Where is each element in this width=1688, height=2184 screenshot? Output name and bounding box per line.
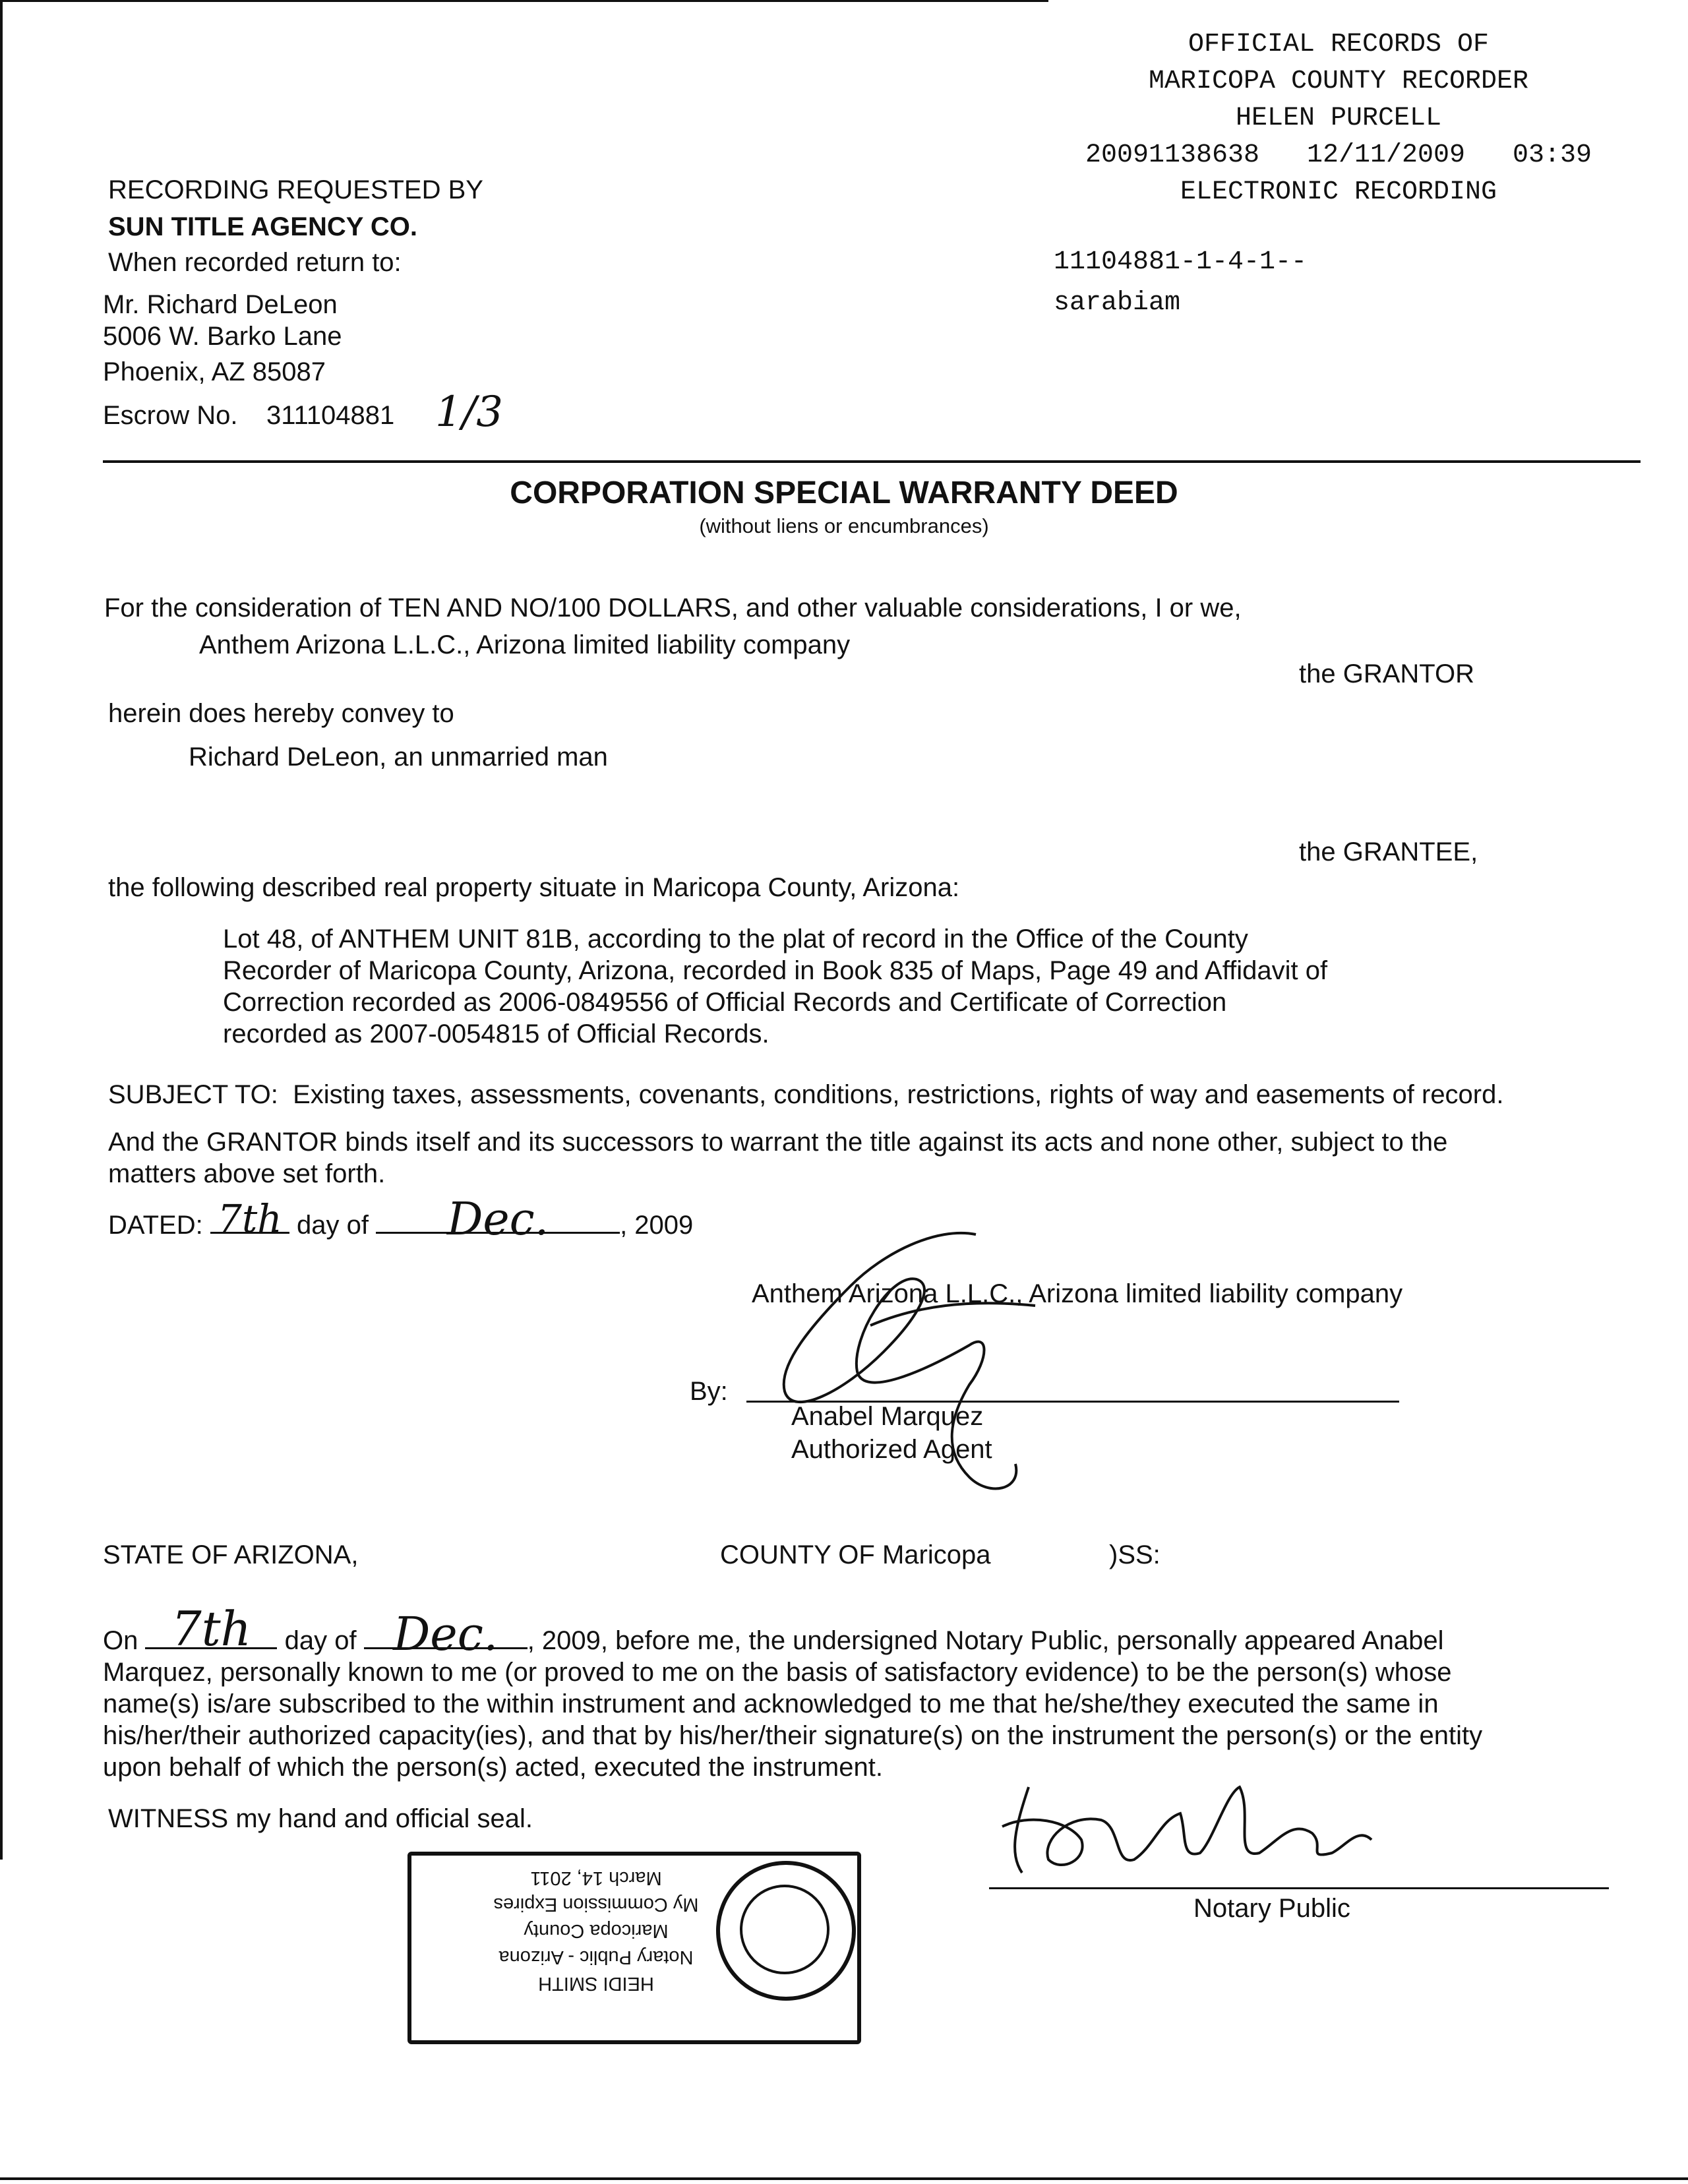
consideration-text: For the consideration of TEN AND NO/100 DOLLARS, and other valuable considerations, I or we,: [104, 593, 1242, 622]
notary-public-label: Notary Public: [1193, 1894, 1350, 1923]
notary-day-handwritten: 7th: [171, 1601, 252, 1656]
dated-day-blank: [210, 1196, 289, 1241]
grantee-label: the GRANTEE,: [1299, 837, 1478, 866]
official-records-line: OFFICIAL RECORDS OF: [1188, 30, 1490, 59]
dated-month-blank: [376, 1194, 620, 1246]
notary-on-label: On: [103, 1626, 138, 1655]
notary-stamp-text: [458, 1865, 735, 1997]
document-subtitle: (without liens or encumbrances): [699, 514, 989, 537]
notary-ss: )SS:: [1109, 1540, 1160, 1569]
notary-state: STATE OF ARIZONA,: [103, 1540, 359, 1569]
notary-day-blank: [145, 1601, 277, 1656]
notary-acknowledgment: [103, 1656, 1482, 1783]
return-address-2: Phoenix, AZ 85087: [103, 357, 326, 386]
notary-text-line: name(s) is/are subscribed to the within instrument and acknowledged to me that he/she/they executed the same in: [103, 1689, 1439, 1718]
legal-description: [223, 923, 1327, 1050]
legal-description-line: recorded as 2007-0054815 of Official Records.: [223, 1019, 769, 1048]
notary-text-line: Marquez, personally known to me (or proved to me on the basis of satisfactory evidence) to be the person(s) whose: [103, 1658, 1452, 1687]
recording-requested-label: RECORDING REQUESTED BY: [108, 175, 483, 204]
dated-year: , 2009: [620, 1211, 694, 1240]
notary-signature: [989, 1774, 1398, 1886]
notary-month-blank: [364, 1607, 528, 1661]
official-records-line: HELEN PURCELL: [1235, 104, 1442, 133]
notary-day-of: day of: [284, 1626, 357, 1655]
header-divider: [103, 460, 1641, 463]
record-clerk: sarabiam: [1054, 288, 1181, 318]
signing-company: Anthem Arizona L.L.C., Arizona limited liability company: [752, 1279, 1403, 1308]
stamp-line: Maricopa County: [524, 1920, 669, 1941]
dated-day-of: day of: [296, 1211, 369, 1240]
official-records-block: [1029, 26, 1648, 211]
bottom-border-line: [0, 2177, 1688, 2180]
warrant-text-line-1: And the GRANTOR binds itself and its successors to warrant the title against its acts and none other, subject to the: [108, 1128, 1448, 1157]
stamp-line: Notary Public - Arizona: [498, 1947, 694, 1968]
dated-day-handwritten: 7th: [218, 1196, 282, 1241]
agency-name: SUN TITLE AGENCY CO.: [108, 212, 417, 241]
left-border-line: [0, 0, 3, 1860]
notary-line1-rest: , 2009, before me, the undersigned Notary Public, personally appeared Anabel: [527, 1626, 1444, 1655]
recording-number-line: 20091138638 12/11/2009 03:39: [1085, 140, 1592, 170]
legal-description-line: Recorder of Maricopa County, Arizona, recorded in Book 835 of Maps, Page 49 and Affidavit of: [223, 956, 1328, 985]
state-seal-icon: [716, 1861, 856, 2001]
dated-month-handwritten: Dec.: [446, 1194, 549, 1246]
notary-date-line: [103, 1601, 1444, 1661]
legal-description-line: Lot 48, of ANTHEM UNIT 81B, according to the plat of record in the Office of the County: [223, 925, 1248, 954]
notary-month-handwritten: Dec.: [393, 1607, 498, 1661]
subject-to-text: SUBJECT TO: Existing taxes, assessments, covenants, conditions, restrictions, rights of way and easements of record.: [108, 1080, 1504, 1109]
property-intro: the following described real property situate in Maricopa County, Arizona:: [108, 873, 960, 902]
witness-text: WITNESS my hand and official seal.: [108, 1804, 533, 1833]
escrow-label: Escrow No.: [103, 401, 238, 430]
grantor-label: the GRANTOR: [1299, 659, 1474, 688]
return-name: Mr. Richard DeLeon: [103, 290, 338, 319]
notary-text-line: his/her/their authorized capacity(ies), and that by his/her/their signature(s) on the instrument the person(s) or the entity: [103, 1721, 1483, 1750]
stamp-line: My Commission Expires: [493, 1894, 699, 1915]
top-border-line: [0, 0, 1048, 2]
return-address-1: 5006 W. Barko Lane: [103, 322, 342, 351]
document-title: CORPORATION SPECIAL WARRANTY DEED: [510, 475, 1178, 510]
stamp-line: HEIDI SMITH: [538, 1973, 654, 1994]
notary-signature-line: [989, 1887, 1609, 1889]
legal-description-line: Correction recorded as 2006-0849556 of Official Records and Certificate of Correction: [223, 988, 1227, 1017]
escrow-number: 311104881: [266, 401, 395, 430]
notary-county: COUNTY OF Maricopa: [720, 1540, 991, 1569]
warrant-text-line-2: matters above set forth.: [108, 1159, 386, 1188]
escrow-handwritten-note: 1/3: [435, 388, 503, 437]
notary-text-line: upon behalf of which the person(s) acted, executed the instrument.: [103, 1753, 883, 1782]
grantor-name: Anthem Arizona L.L.C., Arizona limited liability company: [199, 630, 851, 659]
stamp-line: March 14, 2011: [530, 1867, 662, 1889]
grantee-name: Richard DeLeon, an unmarried man: [189, 743, 608, 772]
dated-label: DATED:: [108, 1211, 203, 1240]
official-records-line: ELECTRONIC RECORDING: [1180, 177, 1497, 207]
official-records-line: MARICOPA COUNTY RECORDER: [1148, 67, 1529, 96]
record-reference: 11104881-1-4-1--: [1054, 247, 1308, 277]
signer-title: Authorized Agent: [791, 1435, 992, 1464]
by-label: By:: [690, 1377, 728, 1406]
signer-name: Anabel Marquez: [791, 1402, 984, 1431]
return-label: When recorded return to:: [108, 248, 402, 277]
convey-text: herein does hereby convey to: [108, 699, 454, 728]
dated-line: [108, 1194, 694, 1246]
